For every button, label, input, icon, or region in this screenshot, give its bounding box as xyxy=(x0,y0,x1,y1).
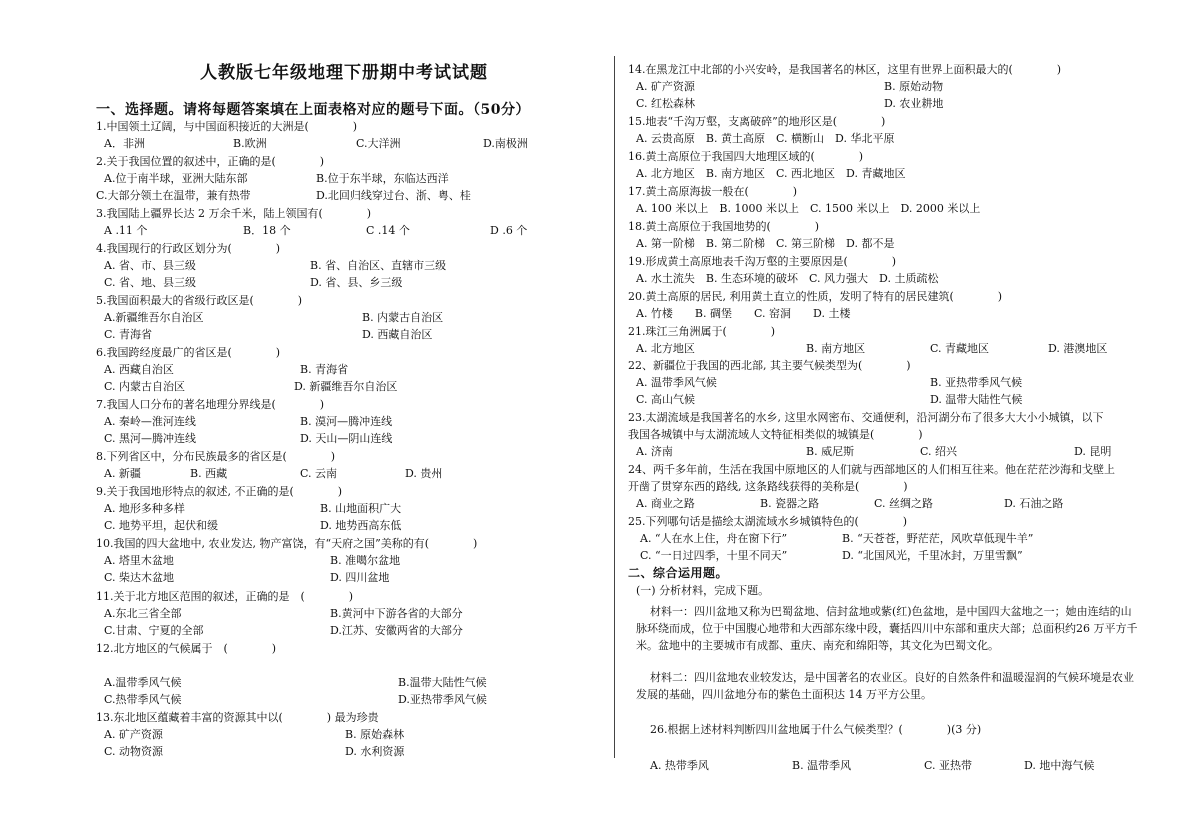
option-2b: B.位于东半球，东临达西洋 xyxy=(316,172,449,185)
option-3c: C .14 个 xyxy=(366,224,410,237)
section-heading-choice: 一、选择题。请将每题答案填在上面表格对应的题号下面。（50分） xyxy=(96,102,530,118)
option-6b: B. 青海省 xyxy=(300,363,349,376)
option-11c: C.甘肃、宁夏的全部 xyxy=(104,624,204,637)
question-20: 20.黄土高原的居民, 利用黄土直立的性质，发明了特有的居民建筑( ) xyxy=(628,290,1003,303)
question-3: 3.我国陆上疆界长达 2 万余千米，陆上领国有( ) xyxy=(96,207,372,220)
option-25c: C. “一日过四季，十里不同天” xyxy=(640,549,788,562)
option-21b: B. 南方地区 xyxy=(806,342,866,355)
question-23: 23.太湖流域是我国著名的水乡, 这里水网密布、交通便利，沿河湖分布了很多大大小小城镇，以下 xyxy=(628,411,1104,424)
option-3d: D .6 个 xyxy=(490,224,528,237)
option-12d: D.亚热带季风气候 xyxy=(398,693,487,706)
option-22b: B. 亚热带季风气候 xyxy=(930,376,1023,389)
question-13: 13.东北地区蕴藏着丰富的资源其中以( ) 最为珍贵 xyxy=(96,711,379,724)
option-6d: D. 新疆维吾尔自治区 xyxy=(294,380,398,393)
option-14b: B. 原始动物 xyxy=(884,80,944,93)
question-9: 9.关于我国地形特点的叙述, 不正确的是( ) xyxy=(96,485,343,498)
option-9b: B. 山地面积广大 xyxy=(320,502,402,515)
option-6a: A. 西藏自治区 xyxy=(104,363,174,376)
option-12c: C.热带季风气候 xyxy=(104,693,182,706)
option-26c: C. 亚热带 xyxy=(924,759,973,772)
option-23c: C. 绍兴 xyxy=(920,445,958,458)
option-26a: A. 热带季风 xyxy=(650,759,709,772)
option-11b: B.黄河中下游各省的大部分 xyxy=(330,607,463,620)
options-16: A. 北方地区 B. 南方地区 C. 西北地区 D. 青藏地区 xyxy=(636,167,906,180)
option-25a: A. “人在水上住，舟在窗下行” xyxy=(640,532,788,545)
question-12: 12.北方地区的气候属于 ( ) xyxy=(96,642,277,655)
option-8c: C. 云南 xyxy=(300,467,338,480)
option-14a: A. 矿产资源 xyxy=(636,80,695,93)
option-24b: B. 瓷器之路 xyxy=(760,497,820,510)
option-8b: B. 西藏 xyxy=(190,467,228,480)
option-21a: A. 北方地区 xyxy=(636,342,695,355)
option-8d: D. 贵州 xyxy=(405,467,443,480)
material-2: 材料二：四川盆地农业较发达，是中国著名的农业区。良好的自然条件和温暖湿润的气候环境是农业发展的基础，四川盆地分布的紫色土面积达 14 万平方公里。 xyxy=(636,671,1134,701)
option-10c: C. 柴达木盆地 xyxy=(104,571,175,584)
option-1d: D.南极洲 xyxy=(483,137,528,150)
option-1a: A．非洲 xyxy=(104,137,145,150)
option-5d: D. 西藏自治区 xyxy=(362,328,433,341)
option-25d: D. “北国风光，千里冰封，万里雪飘” xyxy=(842,549,1023,562)
option-13c: C. 动物资源 xyxy=(104,745,164,758)
option-12a: A.温带季风气候 xyxy=(104,676,182,689)
option-10b: B. 准噶尔盆地 xyxy=(330,554,401,567)
question-7: 7.我国人口分布的著名地理分界线是( ) xyxy=(96,398,325,411)
question-17: 17.黄土高原海拔一般在( ) xyxy=(628,185,798,198)
question-4: 4.我国现行的行政区划分为( ) xyxy=(96,242,281,255)
option-13b: B. 原始森林 xyxy=(345,728,405,741)
option-2d: D.北回归线穿过台、浙、粤、桂 xyxy=(316,189,471,202)
option-14c: C. 红松森林 xyxy=(636,97,696,110)
question-16: 16.黄土高原位于我国四大地理区域的( ) xyxy=(628,150,864,163)
option-23a: A. 济南 xyxy=(636,445,673,458)
question-10: 10.我国的四大盆地中, 农业发达, 物产富饶，有“天府之国”美称的有( ) xyxy=(96,537,478,550)
option-5b: B. 内蒙古自治区 xyxy=(362,311,444,324)
option-11a: A.东北三省全部 xyxy=(104,607,182,620)
question-24-cont: 开凿了贯穿东西的路线, 这条路线获得的美称是( ) xyxy=(628,480,908,493)
option-10d: D. 四川盆地 xyxy=(330,571,390,584)
option-23b: B. 威尼斯 xyxy=(806,445,855,458)
question-5: 5.我国面积最大的省级行政区是( ) xyxy=(96,294,303,307)
question-24: 24、两千多年前，生活在我国中原地区的人们就与西部地区的人们相互往来。他在茫茫沙海和戈壁上 xyxy=(628,463,1115,476)
question-6: 6.我国跨经度最广的省区是( ) xyxy=(96,346,281,359)
question-15: 15.地表“千沟万壑，支离破碎”的地形区是( ) xyxy=(628,115,886,128)
option-5c: C. 青海省 xyxy=(104,328,153,341)
option-25b: B. “天苍苍，野茫茫，风吹草低现牛羊” xyxy=(842,532,1034,545)
option-14d: D. 农业耕地 xyxy=(884,97,944,110)
option-4d: D. 省、县、乡三级 xyxy=(310,276,403,289)
options-15: A. 云贵高原 B. 黄土高原 C. 横断山 D. 华北平原 xyxy=(636,132,895,145)
option-10a: A. 塔里木盆地 xyxy=(104,554,174,567)
question-23-cont: 我国各城镇中与太湖流域人文特征相类似的城镇是( ) xyxy=(628,428,923,441)
option-7a: A. 秦岭—淮河连线 xyxy=(104,415,196,428)
option-1b: B.欧洲 xyxy=(233,137,267,150)
option-2c: C.大部分领土在温带，兼有热带 xyxy=(96,189,251,202)
question-21: 21.珠江三角洲属于( ) xyxy=(628,325,776,338)
option-12b: B.温带大陆性气候 xyxy=(398,676,487,689)
question-26: 26.根据上述材料判断四川盆地属于什么气候类型？( )(3 分) xyxy=(650,723,982,736)
option-26d: D. 地中海气候 xyxy=(1024,759,1095,772)
subsection-heading: (一) 分析材料，完成下题。 xyxy=(636,584,770,597)
option-7b: B. 漠河—腾冲连线 xyxy=(300,415,393,428)
material-1: 材料一：四川盆地又称为巴蜀盆地、信封盆地或紫(红)色盆地，是中国四大盆地之一；她由连结的山脉环绕而成，位于中国腹心地带和大西部东缘中段，囊括四川中东部和重庆大部；总面积约26 万平方千米。盆地中的主要城市有成都、重庆、南充和绵阳等，其文化为巴蜀文化。 xyxy=(636,605,1138,652)
option-21c: C. 青藏地区 xyxy=(930,342,990,355)
option-3a: A .11 个 xyxy=(104,224,148,237)
option-22d: D. 温带大陆性气候 xyxy=(930,393,1023,406)
option-13a: A. 矿产资源 xyxy=(104,728,163,741)
question-2: 2.关于我国位置的叙述中，正确的是( ) xyxy=(96,155,325,168)
option-5a: A.新疆维吾尔自治区 xyxy=(104,311,204,324)
section-heading-comprehensive: 二、综合运用题。 xyxy=(628,566,729,580)
option-24d: D. 石油之路 xyxy=(1004,497,1064,510)
option-2a: A.位于南半球，亚洲大陆东部 xyxy=(104,172,248,185)
option-24a: A. 商业之路 xyxy=(636,497,695,510)
option-24c: C. 丝绸之路 xyxy=(874,497,934,510)
option-9d: D. 地势西高东低 xyxy=(320,519,402,532)
option-1c: C.大洋洲 xyxy=(356,137,401,150)
options-19: A. 水土流失 B. 生态环境的破坏 C. 风力强大 D. 土质疏松 xyxy=(636,272,939,285)
option-13d: D. 水利资源 xyxy=(345,745,405,758)
question-18: 18.黄土高原位于我国地势的( ) xyxy=(628,220,820,233)
question-25: 25.下列哪句话是描绘太湖流域水乡城镇特色的( ) xyxy=(628,515,908,528)
options-17: A. 100 米以上 B. 1000 米以上 C. 1500 米以上 D. 2000 米以上 xyxy=(636,202,981,215)
question-1: 1.中国领土辽阔，与中国面积接近的大洲是( ) xyxy=(96,120,358,133)
column-divider xyxy=(614,56,615,758)
option-23d: D. 昆明 xyxy=(1074,445,1112,458)
page-title: 人教版七年级地理下册期中考试试题 xyxy=(200,63,488,83)
option-22c: C. 高山气候 xyxy=(636,393,696,406)
option-11d: D.江苏、安徽两省的大部分 xyxy=(330,624,463,637)
option-22a: A. 温带季风气候 xyxy=(636,376,717,389)
option-7d: D. 天山—阴山连线 xyxy=(300,432,393,445)
options-20: A. 竹楼 B. 碉堡 C. 窑洞 D. 土楼 xyxy=(636,307,851,320)
option-4a: A. 省、市、县三级 xyxy=(104,259,196,272)
option-6c: C. 内蒙古自治区 xyxy=(104,380,186,393)
options-18: A. 第一阶梯 B. 第二阶梯 C. 第三阶梯 D. 都不是 xyxy=(636,237,895,250)
question-8: 8.下列省区中，分布民族最多的省区是( ) xyxy=(96,450,336,463)
option-26b: B. 温带季风 xyxy=(792,759,852,772)
option-21d: D. 港澳地区 xyxy=(1048,342,1108,355)
question-19: 19.形成黄土高原地表千沟万壑的主要原因是( ) xyxy=(628,255,897,268)
option-8a: A. 新疆 xyxy=(104,467,141,480)
option-3b: B．18 个 xyxy=(243,224,291,237)
question-11: 11.关于北方地区范围的叙述，正确的是 ( ) xyxy=(96,590,354,603)
option-9c: C. 地势平坦，起伏和缓 xyxy=(104,519,219,532)
question-22: 22、新疆位于我国的西北部, 其主要气候类型为( ) xyxy=(628,359,911,372)
option-4c: C. 省、地、县三级 xyxy=(104,276,197,289)
option-7c: C. 黑河—腾冲连线 xyxy=(104,432,197,445)
question-14: 14.在黑龙江中北部的小兴安岭，是我国著名的林区，这里有世界上面积最大的( ) xyxy=(628,63,1062,76)
option-4b: B. 省、自治区、直辖市三级 xyxy=(310,259,447,272)
option-9a: A. 地形多种多样 xyxy=(104,502,185,515)
